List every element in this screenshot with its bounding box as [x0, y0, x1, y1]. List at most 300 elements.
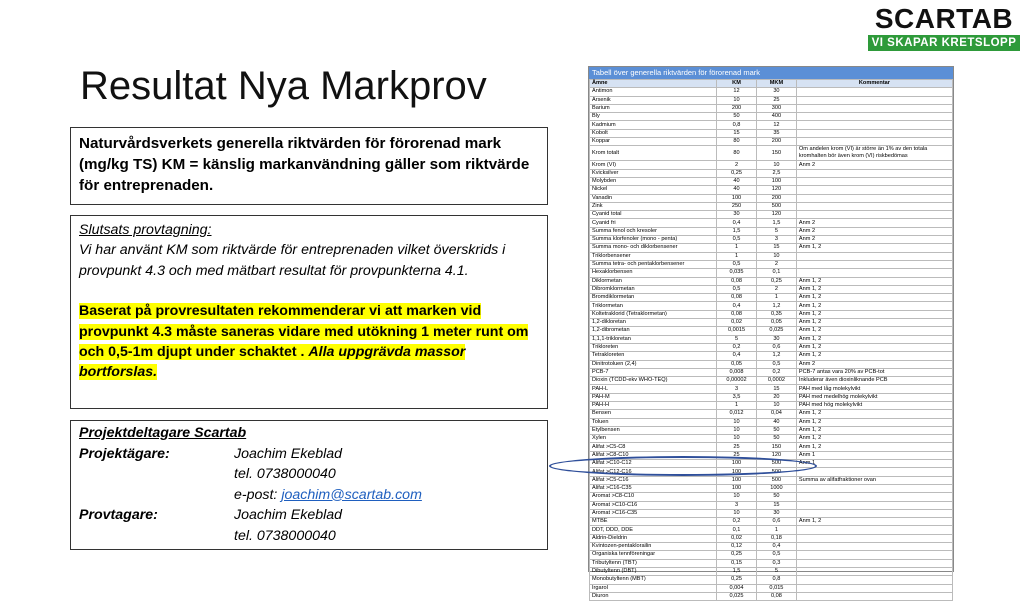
cell-km: 100	[717, 484, 757, 492]
cell-km: 100	[717, 194, 757, 202]
cell-km: 0,15	[717, 559, 757, 567]
cell-substance: Tetrakloreten	[590, 352, 717, 360]
cell-substance: Arsenik	[590, 96, 717, 104]
table-row	[590, 252, 953, 260]
table-row	[590, 113, 953, 121]
table-row	[590, 335, 953, 343]
table-row	[590, 443, 953, 451]
cell-mkm: 100	[756, 177, 796, 185]
participants-heading: Projektdeltagare Scartab	[79, 425, 247, 441]
cell-comment: Anm 1, 2	[796, 443, 952, 451]
cell-comment	[796, 534, 952, 542]
cell-substance: Hexaklorbensen	[590, 269, 717, 277]
cell-substance: Bly	[590, 113, 717, 121]
cell-km: 0,4	[717, 302, 757, 310]
cell-substance: Kvicksilver	[590, 169, 717, 177]
cell-comment	[796, 104, 952, 112]
table-row	[590, 129, 953, 137]
cell-substance: Dibromklormetan	[590, 285, 717, 293]
cell-mkm: 0,6	[756, 343, 796, 351]
cell-substance: Cyanid fri	[590, 219, 717, 227]
cell-km: 0,1	[717, 526, 757, 534]
cell-comment: PAH med hög molekylvikt	[796, 401, 952, 409]
cell-comment: Anm 1, 2	[796, 352, 952, 360]
recommendation-text: Baserat på provresultaten rekommenderar vi att marken vid provpunkt 4.3 måste saneras vidare med utökning 1 meter runt om och 0,5-1m djupt under schaktet .	[79, 303, 529, 361]
cell-mkm: 1,2	[756, 352, 796, 360]
cell-comment	[796, 509, 952, 517]
cell-substance: Triklormetan	[590, 302, 717, 310]
cell-mkm: 20	[756, 393, 796, 401]
participants-box	[70, 420, 548, 550]
cell-substance: Aromat >C10-C16	[590, 501, 717, 509]
table-row	[590, 260, 953, 268]
cell-mkm: 1000	[756, 484, 796, 492]
owner-email-prefix: e-post:	[234, 486, 282, 503]
cell-mkm: 3	[756, 236, 796, 244]
cell-mkm: 10	[756, 252, 796, 260]
cell-comment: Anm 1, 2	[796, 343, 952, 351]
cell-comment: Anm 1, 2	[796, 418, 952, 426]
cell-km: 10	[717, 418, 757, 426]
cell-comment: Anm 1, 2	[796, 410, 952, 418]
cell-comment	[796, 592, 952, 600]
table-row	[590, 202, 953, 210]
cell-comment	[796, 129, 952, 137]
cell-mkm: 400	[756, 113, 796, 121]
cell-km: 0,02	[717, 319, 757, 327]
cell-substance: Barium	[590, 104, 717, 112]
cell-mkm: 12	[756, 121, 796, 129]
cell-substance: Kvintozen-pentaklorailin	[590, 543, 717, 551]
cell-comment	[796, 186, 952, 194]
cell-km: 0,25	[717, 169, 757, 177]
cell-km: 10	[717, 509, 757, 517]
table-row	[590, 88, 953, 96]
cell-mkm: 35	[756, 129, 796, 137]
cell-mkm: 30	[756, 509, 796, 517]
table-row	[590, 559, 953, 567]
owner-tel: tel. 0738000040	[234, 466, 336, 483]
cell-comment	[796, 269, 952, 277]
cell-comment: Anm 2	[796, 161, 952, 169]
cell-mkm: 150	[756, 443, 796, 451]
table-row	[590, 121, 953, 129]
cell-mkm: 0,04	[756, 410, 796, 418]
cell-comment	[796, 493, 952, 501]
cell-comment: Summa av alifatfraktioner ovan	[796, 476, 952, 484]
table-row	[590, 277, 953, 285]
cell-mkm: 0,1	[756, 269, 796, 277]
conclusion-body: Vi har använt KM som riktvärde för entreprenaden vilket överskrids i provpunkt 4.3 och med mätbart resultat för provpunkterna 4.1.	[79, 242, 506, 279]
cell-km: 100	[717, 460, 757, 468]
cell-km: 0,5	[717, 236, 757, 244]
cell-mkm: 10	[756, 161, 796, 169]
cell-substance: Dibutyltenn (DBT)	[590, 567, 717, 575]
cell-km: 25	[717, 451, 757, 459]
cell-comment: Om andelen krom (VI) är större än 1% av den totala kromhalten bör även krom (VI) riskbedömas	[796, 146, 952, 161]
cell-substance: Etylbensen	[590, 426, 717, 434]
table-row	[590, 368, 953, 376]
cell-substance: Summa fenol och kresoler	[590, 227, 717, 235]
cell-km: 0,08	[717, 294, 757, 302]
cell-comment: Inkluderar även dioxinliknande PCB	[796, 377, 952, 385]
cell-comment: Anm 1, 2	[796, 319, 952, 327]
cell-comment	[796, 113, 952, 121]
table-row	[590, 343, 953, 351]
cell-substance: 1,2-dikloretan	[590, 319, 717, 327]
cell-mkm: 300	[756, 104, 796, 112]
cell-mkm: 1,5	[756, 219, 796, 227]
cell-mkm: 120	[756, 186, 796, 194]
cell-km: 0,25	[717, 551, 757, 559]
cell-substance: Dioxin (TCDD-ekv WHO-TEQ)	[590, 377, 717, 385]
col-header-substance: Ämne	[590, 80, 717, 88]
cell-km: 1	[717, 252, 757, 260]
cell-comment: Anm 1	[796, 460, 952, 468]
cell-km: 30	[717, 211, 757, 219]
cell-comment: Anm 1	[796, 451, 952, 459]
recommendation-italic: Alla uppgrävda massor bortforslas.	[79, 344, 466, 381]
owner-label: Projektägare:	[79, 445, 170, 462]
cell-km: 1,5	[717, 227, 757, 235]
logo-wordmark: SCARTAB	[874, 3, 1014, 34]
cell-mkm: 0,015	[756, 584, 796, 592]
cell-substance: Koppar	[590, 138, 717, 146]
cell-substance: Aldrin-Dieldrin	[590, 534, 717, 542]
cell-mkm: 0,05	[756, 319, 796, 327]
cell-km: 200	[717, 104, 757, 112]
table-row	[590, 96, 953, 104]
cell-comment: Anm 1, 2	[796, 244, 952, 252]
table-row	[590, 146, 953, 161]
cell-mkm: 25	[756, 96, 796, 104]
cell-km: 0,2	[717, 343, 757, 351]
cell-comment	[796, 169, 952, 177]
cell-km: 15	[717, 129, 757, 137]
cell-km: 5	[717, 335, 757, 343]
table-row	[590, 227, 953, 235]
cell-comment	[796, 584, 952, 592]
table-row	[590, 393, 953, 401]
cell-km: 0,05	[717, 360, 757, 368]
cell-km: 0,4	[717, 219, 757, 227]
cell-mkm: 0,2	[756, 368, 796, 376]
cell-comment: Anm 2	[796, 236, 952, 244]
table-row	[590, 476, 953, 484]
cell-substance: Xylen	[590, 435, 717, 443]
cell-comment: PAH med låg molekylvikt	[796, 385, 952, 393]
cell-substance: Aromat >C16-C35	[590, 509, 717, 517]
cell-comment: Anm 2	[796, 227, 952, 235]
sampler-label: Provtagare:	[79, 507, 158, 524]
cell-substance: MTBE	[590, 518, 717, 526]
cell-comment	[796, 202, 952, 210]
cell-comment: Anm 1, 2	[796, 327, 952, 335]
cell-comment: Anm 1, 2	[796, 335, 952, 343]
table-row	[590, 244, 953, 252]
cell-mkm: 30	[756, 88, 796, 96]
cell-mkm: 0,6	[756, 518, 796, 526]
cell-comment	[796, 138, 952, 146]
cell-km: 100	[717, 476, 757, 484]
cell-km: 0,08	[717, 277, 757, 285]
cell-substance: PAH-H	[590, 401, 717, 409]
table-row	[590, 484, 953, 492]
cell-substance: Bensen	[590, 410, 717, 418]
cell-substance: Vanadin	[590, 194, 717, 202]
cell-km: 0,5	[717, 260, 757, 268]
cell-comment	[796, 576, 952, 584]
cell-substance: Alifat >C10-C12	[590, 460, 717, 468]
cell-km: 100	[717, 468, 757, 476]
cell-mkm: 15	[756, 385, 796, 393]
slide-title: Resultat Nya Markprov	[80, 64, 487, 108]
table-row	[590, 410, 953, 418]
table-row	[590, 543, 953, 551]
cell-comment: PCB-7 antas vara 20% av PCB-tot	[796, 368, 952, 376]
cell-km: 10	[717, 96, 757, 104]
cell-substance: Krom (VI)	[590, 161, 717, 169]
table-row	[590, 177, 953, 185]
cell-mkm: 500	[756, 202, 796, 210]
table-row	[590, 584, 953, 592]
logo-tagline: VI SKAPAR KRETSLOPP	[868, 35, 1020, 51]
cell-comment	[796, 567, 952, 575]
cell-comment: Anm 1, 2	[796, 302, 952, 310]
cell-substance: 1,2-dibrometan	[590, 327, 717, 335]
cell-substance: DDT, DDD, DDE	[590, 526, 717, 534]
table-row	[590, 302, 953, 310]
cell-substance: Krom totalt	[590, 146, 717, 161]
cell-mkm: 50	[756, 435, 796, 443]
cell-km: 0,008	[717, 368, 757, 376]
recommendation	[79, 301, 539, 383]
table-row	[590, 460, 953, 468]
table-row	[590, 518, 953, 526]
cell-comment	[796, 468, 952, 476]
cell-km: 50	[717, 113, 757, 121]
cell-substance: PAH-L	[590, 385, 717, 393]
cell-mkm: 500	[756, 476, 796, 484]
owner-name: Joachim Ekeblad	[234, 445, 343, 462]
cell-mkm: 0,3	[756, 559, 796, 567]
table-row	[590, 310, 953, 318]
cell-substance: Organiska tennföreningar	[590, 551, 717, 559]
cell-km: 1	[717, 244, 757, 252]
cell-mkm: 15	[756, 244, 796, 252]
cell-mkm: 40	[756, 418, 796, 426]
table-row	[590, 211, 953, 219]
cell-km: 0,8	[717, 121, 757, 129]
cell-km: 0,025	[717, 592, 757, 600]
cell-substance: Diuron	[590, 592, 717, 600]
table-row	[590, 169, 953, 177]
cell-substance: Irgarol	[590, 584, 717, 592]
cell-mkm: 0,5	[756, 360, 796, 368]
cell-mkm: 120	[756, 451, 796, 459]
intro-box	[70, 127, 548, 205]
table-row	[590, 401, 953, 409]
cell-mkm: 500	[756, 460, 796, 468]
cell-mkm: 0,4	[756, 543, 796, 551]
cell-substance: Triklorbensener	[590, 252, 717, 260]
cell-km: 0,4	[717, 352, 757, 360]
cell-substance: Alifat >C5-C16	[590, 476, 717, 484]
cell-substance: Zink	[590, 202, 717, 210]
cell-substance: Monobutyltenn (MBT)	[590, 576, 717, 584]
cell-comment	[796, 121, 952, 129]
table-row	[590, 138, 953, 146]
cell-km: 0,012	[717, 410, 757, 418]
table-title: Tabell över generella riktvärden för förorenad mark	[589, 67, 953, 79]
cell-mkm: 1,2	[756, 302, 796, 310]
cell-substance: Kobolt	[590, 129, 717, 137]
table-row	[590, 592, 953, 600]
cell-km: 1,5	[717, 567, 757, 575]
cell-comment: Anm 2	[796, 219, 952, 227]
cell-km: 0,035	[717, 269, 757, 277]
cell-substance: Summa mono- och diklorbensener	[590, 244, 717, 252]
table-row	[590, 219, 953, 227]
table-row	[590, 551, 953, 559]
cell-mkm: 50	[756, 493, 796, 501]
cell-mkm: 1	[756, 526, 796, 534]
cell-comment	[796, 252, 952, 260]
cell-km: 80	[717, 146, 757, 161]
scartab-logo	[868, 4, 1020, 50]
cell-comment	[796, 211, 952, 219]
cell-comment: PAH med medelhög molekylvikt	[796, 393, 952, 401]
cell-comment: Anm 1, 2	[796, 518, 952, 526]
cell-substance: Nickel	[590, 186, 717, 194]
cell-comment	[796, 484, 952, 492]
cell-comment	[796, 551, 952, 559]
cell-mkm: 0,8	[756, 576, 796, 584]
table-row	[590, 501, 953, 509]
intro-text: Naturvårdsverkets generella riktvärden för förorenad mark (mg/kg TS) KM = känslig markanvändning gäller som riktvärde för entreprenaden.	[79, 135, 530, 194]
cell-km: 0,00002	[717, 377, 757, 385]
cell-substance: Antimon	[590, 88, 717, 96]
table-row	[590, 360, 953, 368]
cell-substance: Tributyltenn (TBT)	[590, 559, 717, 567]
cell-mkm: 0,18	[756, 534, 796, 542]
cell-km: 0,08	[717, 310, 757, 318]
guideline-table	[589, 79, 953, 601]
table-row	[590, 285, 953, 293]
cell-km: 1	[717, 401, 757, 409]
cell-km: 2	[717, 161, 757, 169]
table-row	[590, 104, 953, 112]
cell-km: 10	[717, 493, 757, 501]
cell-mkm: 500	[756, 468, 796, 476]
cell-substance: PAH-M	[590, 393, 717, 401]
table-row	[590, 534, 953, 542]
table-row	[590, 526, 953, 534]
cell-substance: Alifat >C12-C16	[590, 468, 717, 476]
table-header-row	[590, 80, 953, 88]
table-row	[590, 451, 953, 459]
cell-mkm: 5	[756, 567, 796, 575]
table-row	[590, 294, 953, 302]
cell-mkm: 2	[756, 285, 796, 293]
cell-mkm: 50	[756, 426, 796, 434]
cell-km: 40	[717, 186, 757, 194]
cell-km: 10	[717, 435, 757, 443]
table-row	[590, 509, 953, 517]
cell-comment	[796, 194, 952, 202]
cell-km: 3	[717, 385, 757, 393]
cell-mkm: 0,0002	[756, 377, 796, 385]
cell-km: 0,25	[717, 576, 757, 584]
cell-mkm: 1	[756, 294, 796, 302]
cell-km: 3,5	[717, 393, 757, 401]
cell-substance: Diklormetan	[590, 277, 717, 285]
cell-mkm: 2,5	[756, 169, 796, 177]
table-row	[590, 194, 953, 202]
cell-substance: 1,1,1-trikloretan	[590, 335, 717, 343]
cell-substance: Koltetraklorid (Tetraklormetan)	[590, 310, 717, 318]
cell-mkm: 10	[756, 401, 796, 409]
cell-comment	[796, 96, 952, 104]
table-row	[590, 435, 953, 443]
cell-km: 12	[717, 88, 757, 96]
col-header-comment: Kommentar	[796, 80, 952, 88]
cell-km: 0,12	[717, 543, 757, 551]
owner-email-link[interactable]: joachim@scartab.com	[281, 486, 422, 503]
table-row	[590, 567, 953, 575]
cell-mkm: 0,025	[756, 327, 796, 335]
cell-mkm: 0,08	[756, 592, 796, 600]
cell-km: 250	[717, 202, 757, 210]
cell-mkm: 0,35	[756, 310, 796, 318]
cell-substance: Aromat >C8-C10	[590, 493, 717, 501]
table-row	[590, 236, 953, 244]
table-row	[590, 161, 953, 169]
col-header-mkm: MKM	[756, 80, 796, 88]
table-row	[590, 319, 953, 327]
cell-km: 0,2	[717, 518, 757, 526]
cell-km: 25	[717, 443, 757, 451]
cell-km: 3	[717, 501, 757, 509]
sampler-name: Joachim Ekeblad	[234, 507, 343, 524]
cell-substance: Summa klorfenoler (mono - penta)	[590, 236, 717, 244]
cell-mkm: 2	[756, 260, 796, 268]
cell-substance: Toluen	[590, 418, 717, 426]
cell-substance: Cyanid total	[590, 211, 717, 219]
cell-comment	[796, 260, 952, 268]
cell-comment	[796, 559, 952, 567]
cell-comment: Anm 2	[796, 360, 952, 368]
cell-comment	[796, 177, 952, 185]
cell-substance: Dinitrotoluen (2,4)	[590, 360, 717, 368]
cell-substance: Molybden	[590, 177, 717, 185]
cell-mkm: 120	[756, 211, 796, 219]
conclusion-heading: Slutsats provtagning:	[79, 222, 212, 238]
cell-comment	[796, 543, 952, 551]
table-row	[590, 468, 953, 476]
table-row	[590, 269, 953, 277]
cell-comment: Anm 1, 2	[796, 294, 952, 302]
cell-comment: Anm 1, 2	[796, 310, 952, 318]
cell-km: 80	[717, 138, 757, 146]
cell-comment	[796, 88, 952, 96]
table-row	[590, 377, 953, 385]
cell-km: 0,5	[717, 285, 757, 293]
cell-km: 0,004	[717, 584, 757, 592]
cell-comment	[796, 526, 952, 534]
cell-mkm: 200	[756, 138, 796, 146]
cell-km: 10	[717, 426, 757, 434]
